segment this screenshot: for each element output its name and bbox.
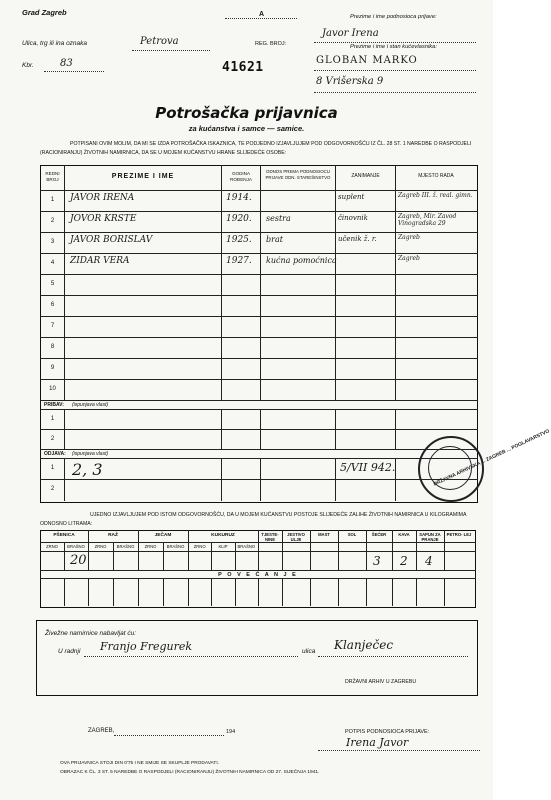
row-name: JAVOR BORISLAV	[70, 235, 153, 245]
row-place: Zagreb, Mir. Zavod Vinogradska 29	[398, 213, 457, 227]
header-prezime: PREZIME I IME	[111, 173, 175, 180]
odjava-label: ODJAVA:	[44, 451, 66, 457]
food-label: Živežne namirnice nabavljat ću:	[45, 630, 137, 637]
odjava-note: (ispunjava vlast)	[72, 451, 109, 457]
stock-header-2: JEČAM	[154, 533, 172, 538]
potpis-label: POTPIS PODNOSIOCA PRIJAVE:	[345, 729, 430, 735]
archive-label: DRŽAVNI ARHIV U ZAGREBU	[345, 679, 417, 685]
footer-regulation: OBRAZAC K ČL. 3 ST. 5 NAREDBE O RASPODJELI (RACIONIRANJU) ŽIVOTNIH NAMIRNICA OD 27. SIJEČNJA 1941.	[60, 770, 320, 775]
stock-header-11: PETRO- LEJ	[446, 532, 472, 537]
stock-header-6: MAST	[318, 532, 330, 537]
row-place: Zagreb	[398, 255, 420, 262]
row-job: suplent	[338, 193, 365, 201]
stamp-text: DRŽAVNA ARHIVSKA ... ZAGREB ... POGLAVARSTVO	[432, 428, 551, 488]
radnja-label: U radnji	[58, 648, 81, 655]
zagreb-label: ZAGREB,	[88, 728, 115, 734]
row-number: 8	[50, 344, 55, 350]
row-place: Zagreb III. ž. real. gimn.	[398, 192, 473, 199]
prezime-label: Prezime i ime podnosioca prijave:	[350, 14, 437, 20]
stock-header-8: ŠEĆER	[371, 532, 387, 537]
reg-number: 41621	[222, 60, 264, 75]
stock-subheader: ZRNO	[193, 544, 206, 549]
stock-subheader: KLIP	[218, 544, 228, 549]
header-zanimanje: ZANIMANJE	[351, 173, 380, 179]
stock-subheader: ZRNO	[46, 544, 58, 549]
stock-subheader: ZRNO	[94, 544, 107, 549]
header-godina: GODINA ROĐENJA	[230, 171, 252, 182]
row-number: 2	[50, 218, 55, 224]
stock-sapun: 4	[425, 554, 433, 568]
pribav-note: (ispunjava vlast)	[72, 402, 109, 408]
signature: Irena Javor	[346, 736, 409, 749]
stock-subheader: BRAŠNO	[67, 544, 85, 549]
footer-price: OVA PRIJAVNICA STOJI DIN 0'75 I NE SMIJE SE SKUPLJE PRODAVATI.	[60, 761, 219, 766]
odjava-persons: 2, 3	[72, 460, 103, 479]
row-number: 10	[49, 386, 56, 392]
stock-header-10: SAPUN ZA PRANJE	[419, 532, 441, 542]
row-year: 1920.	[226, 214, 252, 224]
row-name: JOVOR KRSTE	[70, 214, 137, 224]
odjava-row-2: 2	[50, 486, 55, 492]
kucevlasnik-label: Prezime i ime i stan kućevlasnika:	[350, 44, 437, 50]
stock-header-7: SOL	[347, 532, 357, 537]
grad-label: Grad Zagreb	[22, 8, 67, 17]
pribav-row-1: 1	[50, 416, 55, 422]
pribav-label: PRIBAV:	[44, 402, 64, 408]
stock-header-1: RAŽ	[108, 533, 118, 538]
year-label: 194	[226, 729, 236, 735]
row-year: 1927.	[226, 256, 252, 266]
stock-header-5: JESTIVO ULJE	[287, 532, 305, 542]
row-number: 7	[50, 323, 55, 329]
form-title: Potrošačka prijavnica	[155, 104, 338, 122]
row-job: učenik ž. r.	[338, 235, 377, 243]
row-number: 1	[50, 197, 55, 203]
radnja-value: Franjo Fregurek	[100, 640, 193, 653]
row-relation: sestra	[266, 214, 291, 223]
row-year: 1914.	[226, 193, 252, 203]
ulica-label: Ulica, trg ili ina oznaka	[22, 40, 88, 47]
stock-psenica-brasno: 20	[70, 553, 87, 568]
odjava-row-1: 1	[50, 465, 55, 471]
food-ulica-label: ulica	[302, 648, 316, 655]
row-relation: brat	[266, 235, 283, 244]
stock-subheader: BRAŠNO	[116, 544, 135, 549]
povecanje-label: P O V E Ć A N J E	[218, 572, 298, 578]
kbr-value: 83	[60, 58, 73, 69]
stock-kava: 2	[400, 554, 408, 568]
stock-header-4: TJESTE- NINE	[261, 532, 279, 542]
food-ulica-value: Klanječec	[334, 638, 394, 652]
row-number: 4	[50, 260, 55, 266]
row-year: 1925.	[226, 235, 252, 245]
ulica-value: Petrova	[140, 36, 179, 47]
stock-secer: 3	[373, 554, 381, 568]
header-redni: REDNI BROJ	[45, 171, 60, 182]
declaration-text: UJEDNO IZJAVLJUJEM POD ISTOM ODGOVORNOŠĆU, DA U MOJEM KUĆANSTVU POSTOJE SLIJEDEĆE ZALIHE ŽIVOTNIH NAMIRNICA U KILOGRAMIMA ODNOSNO LITRAMA:	[40, 512, 467, 527]
stock-subheader: BRAŠNO	[237, 544, 256, 549]
stock-subheader: BRAŠNO	[166, 544, 185, 549]
row-name: JAVOR IRENA	[70, 193, 135, 203]
kbr-label: Kbr.	[22, 62, 34, 69]
form-subtitle: za kućanstva i samce — samice.	[188, 124, 305, 133]
a-label: A	[259, 11, 265, 18]
odjava-date: 5/VII 942.	[340, 461, 396, 474]
header-mjesto: MJESTO RADA	[418, 173, 454, 179]
row-number: 3	[50, 239, 55, 245]
stock-header-9: KAVA	[398, 532, 410, 537]
row-job: činovnik	[338, 214, 368, 222]
row-number: 5	[50, 281, 55, 287]
row-relation: kućna pomoćnica	[266, 256, 337, 265]
row-number: 6	[50, 302, 55, 308]
row-place: Zagreb	[398, 234, 420, 241]
stock-subheader: ZRNO	[144, 544, 157, 549]
kucevlasnik-value: GLOBAN MARKO	[316, 55, 418, 66]
row-name: ZIDAR VERA	[70, 256, 130, 266]
intro-text: POTPISANI OVIM MOLIM, DA MI SE IZDA POTROŠAČKA ISKAZNICA, TE PODJEDNO IZJAVLJUJEM POD ODGOVORNOŠĆU IZ ČL. 28 ST. 1 NAREDBE O RASPODJELI (RACIONIRANJU) ŽIVOTNIH NAMIRNICA, DA SE U MOJEM KUĆANSTVU HRANE SLIJEDEĆE OSOBE:	[40, 141, 472, 156]
stock-header-0: PŠENICA	[53, 533, 75, 538]
prezime-value: Javor Irena	[322, 28, 379, 39]
stock-header-3: KUKURUZ	[211, 533, 235, 538]
kucevlasnik-address: 8 Vrišerska 9	[316, 76, 384, 87]
header-odnos: ODNOS PREMA PODNOSIOCU PRIJAVE ODN. STAREŠINSTVO	[265, 169, 331, 180]
row-number: 9	[50, 365, 55, 371]
pribav-row-2: 2	[50, 436, 55, 442]
reg-label: REG. BROJ:	[255, 41, 287, 47]
